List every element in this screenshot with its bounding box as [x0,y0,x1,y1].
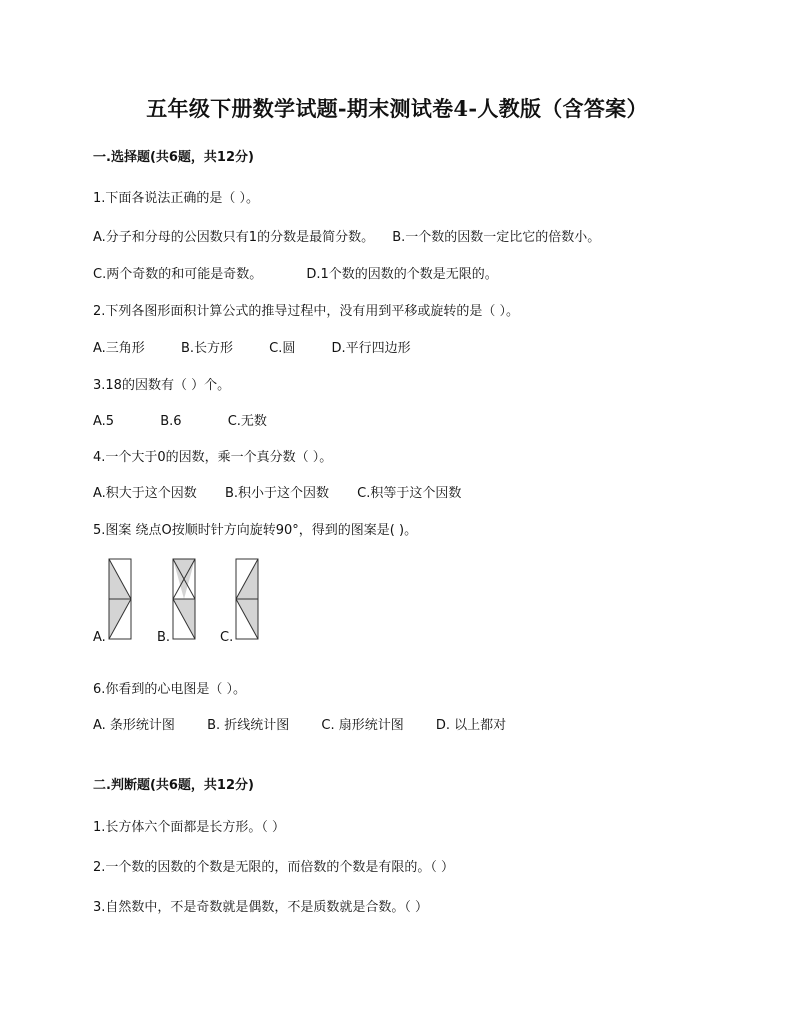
q3-option-b: B.6 [160,414,182,429]
q1-options-row1 [93,230,600,246]
q2-option-d: D.平行四边形 [331,341,411,356]
q2-option-a: A.三角形 [93,341,145,356]
tf-q3: 3.自然数中，不是奇数就是偶数，不是质数就是合数。（ ） [93,900,429,915]
q6-option-c: C. 扇形统计图 [321,718,404,733]
q3-option-a: A.5 [93,414,115,429]
q5-figure-b [172,558,196,640]
q1-option-b: B.一个数的因数一定比它的倍数小。 [392,230,601,245]
q4-option-c: C.积等于这个因数 [357,486,462,501]
q6-option-d: D. 以上都对 [435,718,507,733]
q6-options [93,718,506,734]
section2-heading: 二.判断题(共6题，共12分) [93,778,254,793]
q1-option-d: D.1个数的因数的个数是无限的。 [306,267,498,282]
q6-stem: 6.你看到的心电图是（ ）。 [93,682,247,697]
q5-figure-c [235,558,259,640]
q2-option-b: B.长方形 [180,341,234,356]
q5-stem: 5.图案 绕点O按顺时针方向旋转90°，得到的图案是( )。 [93,523,418,538]
q2-options [93,341,411,357]
q6-option-b: B. 折线统计图 [207,718,290,733]
q1-option-c: C.两个奇数的和可能是奇数。 [93,267,263,282]
q1-options-row2 [93,267,498,283]
q4-stem: 4.一个大于0的因数，乘一个真分数（ ）。 [93,450,333,465]
q4-option-b: B.积小于这个因数 [224,486,330,501]
q5-label-a: A. [93,630,106,645]
section1-heading: 一.选择题(共6题，共12分) [93,150,254,165]
q3-option-c: C.无数 [227,414,267,429]
q2-option-c: C.圆 [269,341,296,356]
tf-q2: 2.一个数的因数的个数是无限的，而倍数的个数是有限的。（ ） [93,860,455,875]
q1-stem: 1.下面各说法正确的是（ ）。 [93,191,260,206]
q4-option-a: A.积大于这个因数 [93,486,197,501]
q1-option-a: A.分子和分母的公因数只有1的分数是最简分数。 [93,230,375,245]
q5-figure-a [108,558,132,640]
page-title: 五年级下册数学试题-期末测试卷4-人教版（含答案） [146,96,648,121]
q6-option-a: A. 条形统计图 [93,718,175,733]
tf-q1: 1.长方体六个面都是长方形。（ ） [93,820,286,835]
q3-options [93,414,267,430]
q4-options [93,486,461,502]
q5-label-b: B. [157,630,171,645]
q5-label-c: C. [220,630,234,645]
q2-stem: 2.下列各图形面积计算公式的推导过程中，没有用到平移或旋转的是（ ）。 [93,304,520,319]
q3-stem: 3.18的因数有（ ）个。 [93,378,231,393]
